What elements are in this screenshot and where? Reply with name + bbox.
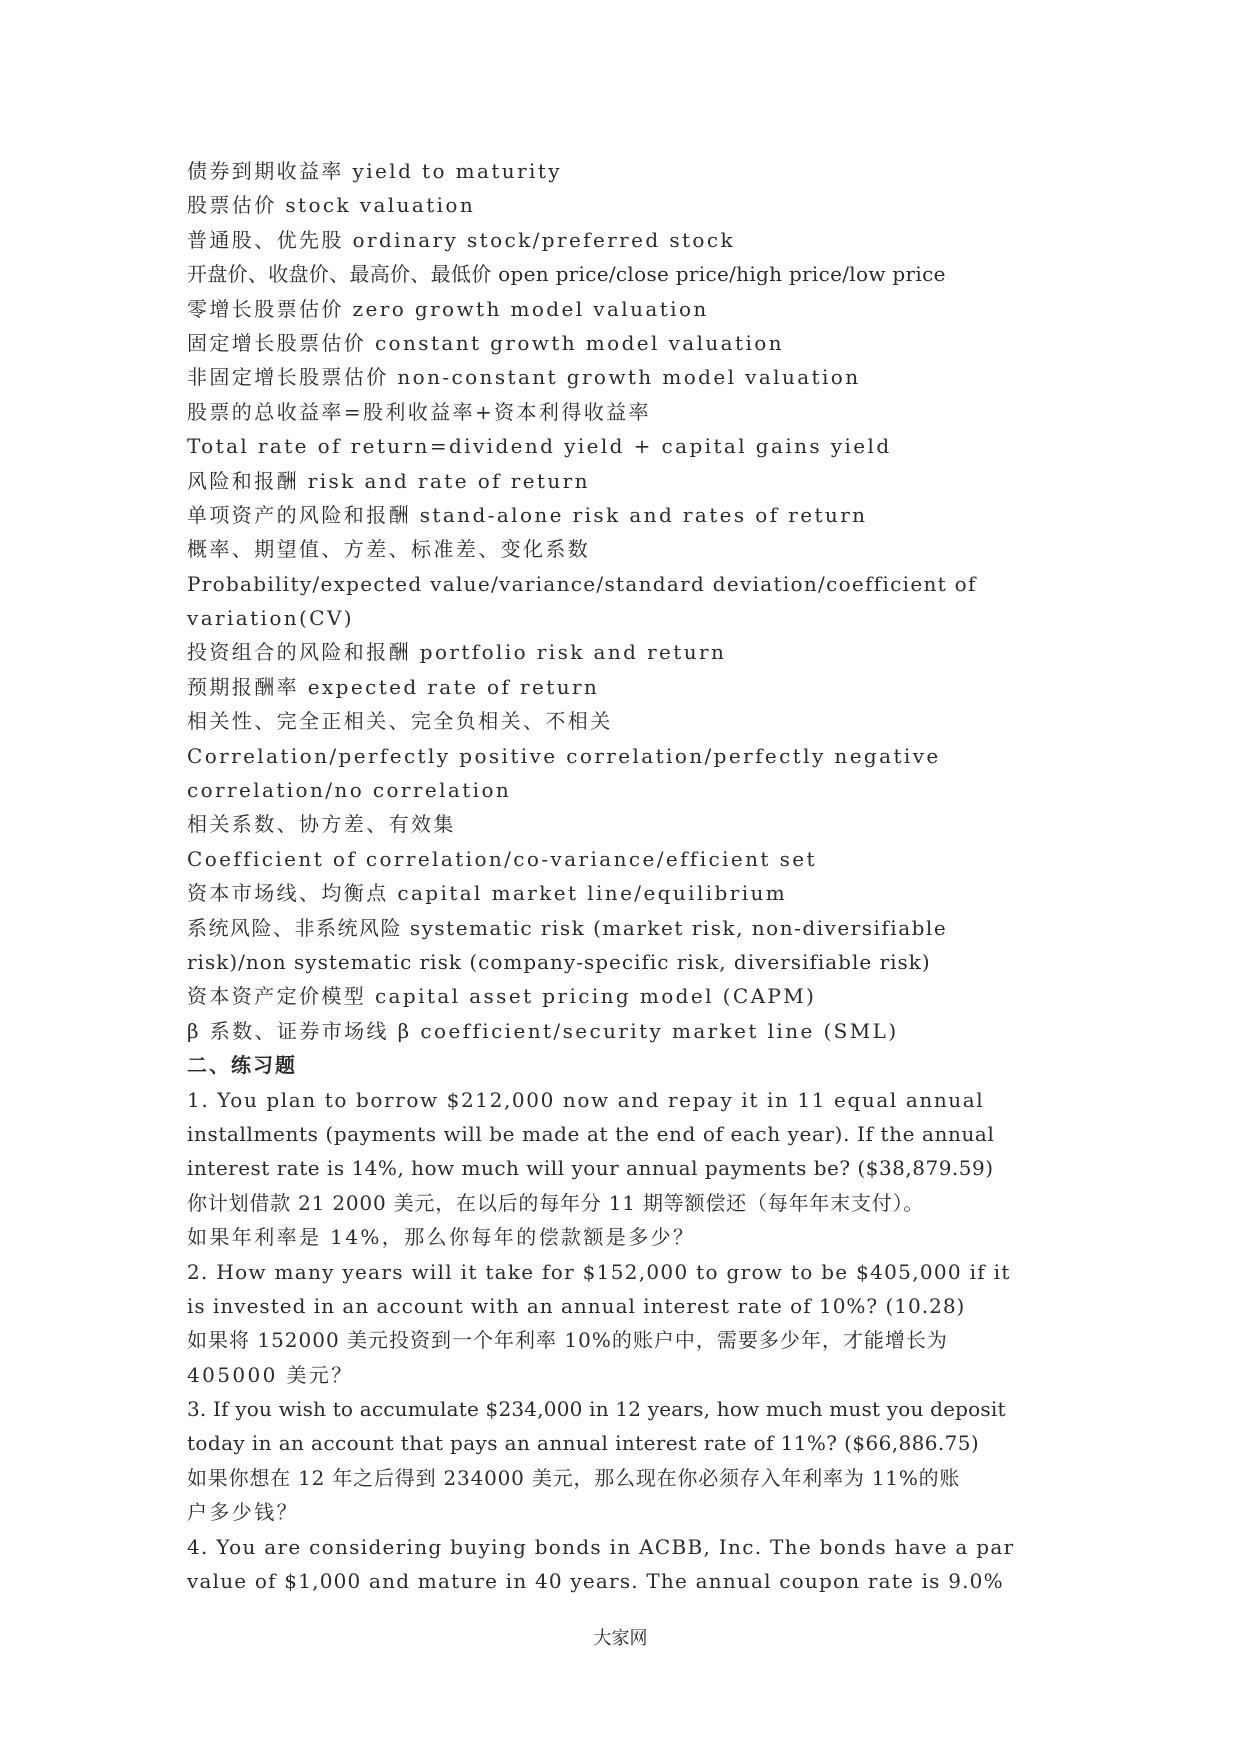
term-line: 风险和报酬 risk and rate of return <box>187 468 590 493</box>
term-line: 资本资产定价模型 capital asset pricing model (CAPM) <box>187 984 817 1009</box>
term-line: 预期报酬率 expected rate of return <box>187 674 600 699</box>
term-line: 普通股、优先股 ordinary stock/preferred stock <box>187 227 735 252</box>
term-line: 相关性、完全正相关、完全负相关、不相关 <box>187 709 613 734</box>
term-line: 投资组合的风险和报酬 portfolio risk and return <box>187 640 727 665</box>
exercise-line: 2. How many years will it take for $152,000 to grow to be $405,000 if it <box>187 1259 1011 1284</box>
term-line: 固定增长股票估价 constant growth model valuation <box>187 330 784 355</box>
exercise-line: 如果将 152000 美元投资到一个年利率 10%的账户中，需要多少年，才能增长为 <box>187 1328 948 1353</box>
section-heading: 二、练习题 <box>187 1053 297 1078</box>
exercise-line: is invested in an account with an annual interest rate of 10%? (10.28) <box>187 1293 966 1318</box>
term-line: 股票的总收益率=股利收益率+资本利得收益率 <box>187 399 651 424</box>
term-line: Probability/expected value/variance/standard deviation/coefficient of <box>187 571 977 596</box>
term-line: Coefficient of correlation/co-variance/efficient set <box>187 846 817 871</box>
term-line: Total rate of return=dividend yield + capital gains yield <box>187 434 892 459</box>
exercise-line: 405000 美元？ <box>187 1362 354 1387</box>
term-line: 非固定增长股票估价 non-constant growth model valuation <box>187 365 861 390</box>
term-line: 相关系数、协方差、有效集 <box>187 812 456 837</box>
term-line: 概率、期望值、方差、标准差、变化系数 <box>187 537 591 562</box>
exercise-line: 如果你想在 12 年之后得到 234000 美元，那么现在你必须存入年利率为 11%的账 <box>187 1465 961 1490</box>
term-line: 单项资产的风险和报酬 stand-alone risk and rates of return <box>187 502 868 527</box>
exercise-line: interest rate is 14%, how much will your annual payments be? ($38,879.59) <box>187 1156 994 1181</box>
term-line: 零增长股票估价 zero growth model valuation <box>187 296 709 321</box>
exercise-line: 户多少钱？ <box>187 1500 299 1525</box>
exercise-line: 1. You plan to borrow $212,000 now and repay it in 11 equal annual <box>187 1087 985 1112</box>
term-line: risk)/non systematic risk (company-specific risk, diversifiable risk) <box>187 949 931 974</box>
page-footer: 大家网 <box>593 1628 648 1649</box>
term-line: 债券到期收益率 yield to maturity <box>187 159 562 183</box>
exercise-line: 你计划借款 21 2000 美元，在以后的每年分 11 期等额偿还（每年年末支付）。 <box>187 1190 925 1215</box>
document-body <box>187 154 1057 1598</box>
term-line: β 系数、证券市场线 β coefficient/security market line (SML) <box>187 1018 899 1043</box>
exercise-line: 4. You are considering buying bonds in ACBB, Inc. The bonds have a par <box>187 1534 1015 1559</box>
exercise-line: 3. If you wish to accumulate $234,000 in 12 years, how much must you deposit <box>187 1397 1006 1422</box>
term-line: Correlation/perfectly positive correlation/perfectly negative <box>187 743 941 768</box>
term-line: 开盘价、收盘价、最高价、最低价 open price/close price/high price/low price <box>187 262 946 287</box>
exercise-line: value of $1,000 and mature in 40 years. The annual coupon rate is 9.0% <box>187 1569 1004 1594</box>
term-line: 股票估价 stock valuation <box>187 193 476 218</box>
exercise-line: today in an account that pays an annual interest rate of 11%? ($66,886.75) <box>187 1431 980 1456</box>
term-line: variation(CV) <box>187 606 355 631</box>
exercise-line: 如果年利率是 14%，那么你每年的偿款额是多少？ <box>187 1225 696 1250</box>
exercise-line: installments (payments will be made at the end of each year). If the annual <box>187 1121 995 1146</box>
term-line: correlation/no correlation <box>187 778 512 803</box>
term-line: 系统风险、非系统风险 systematic risk (market risk, non-diversifiable <box>187 915 948 940</box>
term-line: 资本市场线、均衡点 capital market line/equilibrium <box>187 881 788 906</box>
